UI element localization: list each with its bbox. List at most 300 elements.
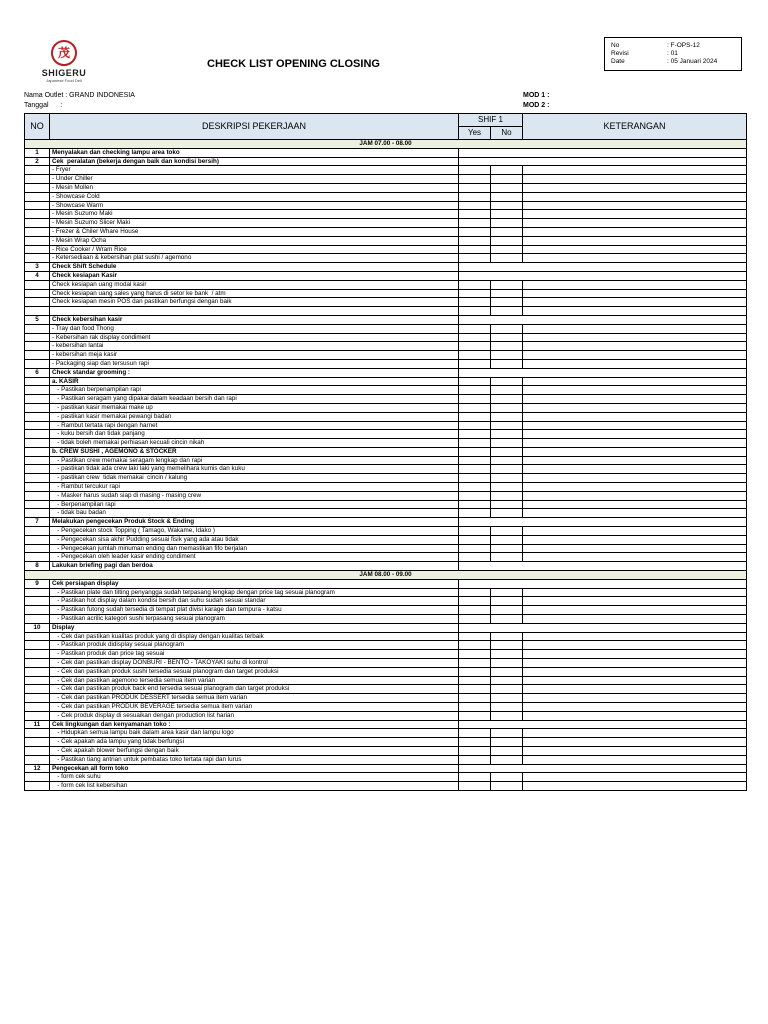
- yes-check-cell[interactable]: [459, 535, 491, 544]
- notes-cell[interactable]: [523, 333, 747, 342]
- task-description: - Packaging siap dan tersusun rapi: [50, 359, 459, 368]
- notes-cell[interactable]: [523, 527, 747, 536]
- no-check-cell[interactable]: [491, 236, 523, 245]
- no-check-cell[interactable]: [491, 342, 523, 351]
- yes-check-cell[interactable]: [459, 219, 491, 228]
- notes-cell[interactable]: [523, 553, 747, 562]
- doc-info-value: : 01: [667, 50, 678, 57]
- no-check-cell[interactable]: [491, 377, 523, 386]
- yes-check-cell[interactable]: [459, 711, 491, 720]
- task-number: [25, 527, 50, 536]
- task-number: [25, 641, 50, 650]
- yes-check-cell[interactable]: [459, 773, 491, 782]
- notes-cell[interactable]: [523, 298, 747, 307]
- notes-cell[interactable]: [523, 738, 747, 747]
- yes-check-cell[interactable]: [459, 474, 491, 483]
- no-check-cell[interactable]: [491, 694, 523, 703]
- no-check-cell[interactable]: [491, 166, 523, 175]
- notes-cell[interactable]: [523, 403, 747, 412]
- task-description: - kuku bersih dan tidak panjang: [50, 430, 459, 439]
- task-description: - Kebersihan rak display condiment: [50, 333, 459, 342]
- yes-check-cell[interactable]: [459, 676, 491, 685]
- task-description: - Cek apakah blower berfungsi dengan baik: [50, 746, 459, 755]
- yes-check-cell[interactable]: [459, 377, 491, 386]
- yes-check-cell[interactable]: [459, 395, 491, 404]
- no-check-cell[interactable]: [491, 773, 523, 782]
- subtask-row: [25, 210, 747, 219]
- task-description: - Mesin Mollen: [50, 183, 459, 192]
- notes-cell[interactable]: [523, 377, 747, 386]
- yes-check-cell[interactable]: [459, 289, 491, 298]
- task-number: [25, 333, 50, 342]
- notes-cell[interactable]: [523, 342, 747, 351]
- yes-check-cell[interactable]: [459, 201, 491, 210]
- no-check-cell[interactable]: [491, 447, 523, 456]
- subtask-row: [25, 773, 747, 782]
- task-number: [25, 703, 50, 712]
- mod2-field[interactable]: MOD 2 :: [523, 102, 550, 109]
- task-description: Cek lingkungan dan kenyamanan toko :: [50, 720, 459, 729]
- task-number: [25, 667, 50, 676]
- yes-check-cell[interactable]: [459, 527, 491, 536]
- no-check-cell[interactable]: [491, 201, 523, 210]
- yes-check-cell[interactable]: [459, 324, 491, 333]
- yes-check-cell[interactable]: [459, 210, 491, 219]
- no-check-cell[interactable]: [491, 676, 523, 685]
- task-number: [25, 412, 50, 421]
- doc-info-value: : 05 Januari 2024: [667, 58, 718, 65]
- subtask-row: [25, 386, 747, 395]
- task-description: - Pengecekan stock Topping ( Tamago, Wakame, Idako ): [50, 527, 459, 536]
- notes-cell[interactable]: [523, 544, 747, 553]
- no-check-cell[interactable]: [491, 500, 523, 509]
- task-number: 9: [25, 579, 50, 588]
- subtask-row: [25, 465, 747, 474]
- yes-check-cell[interactable]: [459, 333, 491, 342]
- task-number: [25, 500, 50, 509]
- notes-cell[interactable]: [523, 386, 747, 395]
- column-header-description: DESKRIPSI PEKERJAAN: [50, 114, 459, 140]
- notes-cell[interactable]: [523, 227, 747, 236]
- task-description: - Mesin Wrap Ocha: [50, 236, 459, 245]
- task-description: - Pastikan plate dan tilting penyangga sudah terpasang lengkap dengan price tag sesuai planogram: [50, 588, 459, 597]
- task-number: [25, 377, 50, 386]
- task-row: [25, 518, 747, 527]
- no-check-cell[interactable]: [491, 359, 523, 368]
- subtask-row: [25, 755, 747, 764]
- notes-cell[interactable]: [523, 491, 747, 500]
- task-description: - Cek dan pastikan PRODUK BEVERAGE tersedia semua item varian: [50, 703, 459, 712]
- notes-cell[interactable]: [523, 711, 747, 720]
- company-logo: [34, 40, 94, 83]
- no-check-cell[interactable]: [491, 324, 523, 333]
- section-header-row: [25, 140, 747, 149]
- task-number: [25, 456, 50, 465]
- task-number: 1: [25, 148, 50, 157]
- no-check-cell[interactable]: [491, 606, 523, 615]
- task-description: - Ketersediaan & kebersihan plat sushi / agemono: [50, 254, 459, 263]
- notes-cell[interactable]: [523, 685, 747, 694]
- notes-cell[interactable]: [523, 606, 747, 615]
- yes-check-cell[interactable]: [459, 606, 491, 615]
- task-description: Display: [50, 623, 459, 632]
- yes-check-cell[interactable]: [459, 650, 491, 659]
- blank-cell: [459, 263, 747, 272]
- task-row: [25, 579, 747, 588]
- task-description: Pengecekan all form toko: [50, 764, 459, 773]
- notes-cell[interactable]: [523, 245, 747, 254]
- no-check-cell[interactable]: [491, 729, 523, 738]
- no-check-cell[interactable]: [491, 298, 523, 307]
- no-check-cell[interactable]: [491, 483, 523, 492]
- subtask-row: [25, 342, 747, 351]
- no-check-cell[interactable]: [491, 333, 523, 342]
- yes-check-cell[interactable]: [459, 782, 491, 791]
- notes-cell[interactable]: [523, 773, 747, 782]
- blank-cell: [459, 579, 747, 588]
- notes-cell[interactable]: [523, 175, 747, 184]
- yes-check-cell[interactable]: [459, 456, 491, 465]
- notes-cell[interactable]: [523, 659, 747, 668]
- yes-check-cell[interactable]: [459, 738, 491, 747]
- subtask-row: [25, 254, 747, 263]
- task-description: Lakukan briefing pagi dan berdoa: [50, 562, 459, 571]
- notes-cell[interactable]: [523, 465, 747, 474]
- yes-check-cell[interactable]: [459, 307, 491, 316]
- notes-cell[interactable]: [523, 535, 747, 544]
- notes-cell[interactable]: [523, 421, 747, 430]
- notes-cell[interactable]: [523, 650, 747, 659]
- no-check-cell[interactable]: [491, 227, 523, 236]
- no-check-cell[interactable]: [491, 685, 523, 694]
- no-check-cell[interactable]: [491, 456, 523, 465]
- no-check-cell[interactable]: [491, 588, 523, 597]
- task-number: [25, 342, 50, 351]
- yes-check-cell[interactable]: [459, 280, 491, 289]
- subtask-row: [25, 491, 747, 500]
- subtask-row: [25, 685, 747, 694]
- subtask-row: [25, 694, 747, 703]
- no-check-cell[interactable]: [491, 650, 523, 659]
- no-check-cell[interactable]: [491, 289, 523, 298]
- doc-info-row: [611, 58, 741, 66]
- notes-cell[interactable]: [523, 166, 747, 175]
- subtask-row: [25, 183, 747, 192]
- task-number: [25, 738, 50, 747]
- notes-cell[interactable]: [523, 782, 747, 791]
- no-check-cell[interactable]: [491, 509, 523, 518]
- notes-cell[interactable]: [523, 632, 747, 641]
- no-check-cell[interactable]: [491, 245, 523, 254]
- notes-cell[interactable]: [523, 588, 747, 597]
- yes-check-cell[interactable]: [459, 685, 491, 694]
- yes-check-cell[interactable]: [459, 500, 491, 509]
- yes-check-cell[interactable]: [459, 597, 491, 606]
- task-description: - Berpenampilan rapi: [50, 500, 459, 509]
- task-description: - Pastikan hot display dalam kondisi bersih dan suhu sudah sesuai standar: [50, 597, 459, 606]
- subtask-row: [25, 597, 747, 606]
- subtask-row: [25, 333, 747, 342]
- yes-check-cell[interactable]: [459, 227, 491, 236]
- doc-info-value: : F-OPS-12: [667, 42, 700, 49]
- subtask-row: [25, 351, 747, 360]
- notes-cell[interactable]: [523, 746, 747, 755]
- task-number: [25, 632, 50, 641]
- notes-cell[interactable]: [523, 641, 747, 650]
- yes-check-cell[interactable]: [459, 659, 491, 668]
- task-number: 10: [25, 623, 50, 632]
- yes-check-cell[interactable]: [459, 553, 491, 562]
- task-number: [25, 254, 50, 263]
- doc-info-key: Revisi: [611, 50, 629, 57]
- no-check-cell[interactable]: [491, 307, 523, 316]
- no-check-cell[interactable]: [491, 632, 523, 641]
- notes-cell[interactable]: [523, 183, 747, 192]
- yes-check-cell[interactable]: [459, 703, 491, 712]
- subtask-row: [25, 527, 747, 536]
- yes-check-cell[interactable]: [459, 403, 491, 412]
- no-check-cell[interactable]: [491, 465, 523, 474]
- no-check-cell[interactable]: [491, 711, 523, 720]
- yes-check-cell[interactable]: [459, 359, 491, 368]
- yes-check-cell[interactable]: [459, 254, 491, 263]
- no-check-cell[interactable]: [491, 192, 523, 201]
- yes-check-cell[interactable]: [459, 342, 491, 351]
- no-check-cell[interactable]: [491, 403, 523, 412]
- task-number: [25, 676, 50, 685]
- subtask-row: [25, 227, 747, 236]
- yes-check-cell[interactable]: [459, 632, 491, 641]
- no-check-cell[interactable]: [491, 755, 523, 764]
- yes-check-cell[interactable]: [459, 544, 491, 553]
- task-description: - Pengecekan jumlah minuman ending dan memastikan fifo berjalan: [50, 544, 459, 553]
- task-row: [25, 271, 747, 280]
- no-check-cell[interactable]: [491, 535, 523, 544]
- task-description: - Masker harus sudah siap di masing - masing crew: [50, 491, 459, 500]
- notes-cell[interactable]: [523, 359, 747, 368]
- notes-cell[interactable]: [523, 412, 747, 421]
- task-number: [25, 324, 50, 333]
- task-number: [25, 729, 50, 738]
- yes-check-cell[interactable]: [459, 588, 491, 597]
- yes-check-cell[interactable]: [459, 236, 491, 245]
- notes-cell[interactable]: [523, 289, 747, 298]
- yes-check-cell[interactable]: [459, 421, 491, 430]
- yes-check-cell[interactable]: [459, 491, 491, 500]
- notes-cell[interactable]: [523, 447, 747, 456]
- task-number: [25, 755, 50, 764]
- notes-cell[interactable]: [523, 597, 747, 606]
- no-check-cell[interactable]: [491, 553, 523, 562]
- task-description: - Pastikan acrilic kategori sushi terpasang sesuai planogram: [50, 615, 459, 624]
- notes-cell[interactable]: [523, 192, 747, 201]
- blank-cell: [459, 764, 747, 773]
- task-description: Check kesiapan uang modal kasir: [50, 280, 459, 289]
- no-check-cell[interactable]: [491, 183, 523, 192]
- logo-tagline: Japanese Food Deli: [46, 78, 82, 83]
- yes-check-cell[interactable]: [459, 183, 491, 192]
- yes-check-cell[interactable]: [459, 729, 491, 738]
- task-number: [25, 166, 50, 175]
- mod1-field[interactable]: MOD 1 :: [523, 92, 550, 99]
- yes-check-cell[interactable]: [459, 667, 491, 676]
- yes-check-cell[interactable]: [459, 298, 491, 307]
- subtask-row: [25, 421, 747, 430]
- task-description: b. CREW SUSHI , AGEMONO & STOCKER: [50, 447, 459, 456]
- yes-check-cell[interactable]: [459, 175, 491, 184]
- no-check-cell[interactable]: [491, 254, 523, 263]
- task-number: [25, 298, 50, 307]
- yes-check-cell[interactable]: [459, 166, 491, 175]
- no-check-cell[interactable]: [491, 280, 523, 289]
- task-description: - Pastikan futong sudah tersedia di tempat plat divisi karage dan tempura - katsu: [50, 606, 459, 615]
- subtask-row: [25, 632, 747, 641]
- task-row: [25, 764, 747, 773]
- task-description: - Cek dan pastikan display DONBURI - BENTO - TAKOYAKI suhu di kontrol: [50, 659, 459, 668]
- task-description: - Cek dan pastikan produk back end tersedia sesuai planogram dan target produksi: [50, 685, 459, 694]
- subtask-row: [25, 324, 747, 333]
- no-check-cell[interactable]: [491, 412, 523, 421]
- task-description: [50, 307, 459, 316]
- task-description: a. KASIR: [50, 377, 459, 386]
- task-number: [25, 588, 50, 597]
- subtask-row: [25, 298, 747, 307]
- notes-cell[interactable]: [523, 500, 747, 509]
- yes-check-cell[interactable]: [459, 755, 491, 764]
- document-title: CHECK LIST OPENING CLOSING: [207, 58, 380, 70]
- yes-check-cell[interactable]: [459, 412, 491, 421]
- notes-cell[interactable]: [523, 395, 747, 404]
- no-check-cell[interactable]: [491, 491, 523, 500]
- no-check-cell[interactable]: [491, 544, 523, 553]
- task-number: [25, 395, 50, 404]
- yes-check-cell[interactable]: [459, 386, 491, 395]
- notes-cell[interactable]: [523, 219, 747, 228]
- yes-check-cell[interactable]: [459, 439, 491, 448]
- no-check-cell[interactable]: [491, 667, 523, 676]
- no-check-cell[interactable]: [491, 527, 523, 536]
- task-description: - Hidupkan semua lampu baik dalam area kasir dan lampu logo: [50, 729, 459, 738]
- task-description: - Rambut tercukur rapi: [50, 483, 459, 492]
- task-number: [25, 597, 50, 606]
- yes-check-cell[interactable]: [459, 351, 491, 360]
- no-check-cell[interactable]: [491, 474, 523, 483]
- notes-cell[interactable]: [523, 694, 747, 703]
- notes-cell[interactable]: [523, 755, 747, 764]
- task-number: [25, 509, 50, 518]
- task-description: - form cek suhu: [50, 773, 459, 782]
- no-check-cell[interactable]: [491, 439, 523, 448]
- yes-check-cell[interactable]: [459, 192, 491, 201]
- yes-check-cell[interactable]: [459, 483, 491, 492]
- task-description: - Rambut tertata rapi dengan harnet: [50, 421, 459, 430]
- task-number: [25, 553, 50, 562]
- task-number: [25, 307, 50, 316]
- task-description: - Fryer: [50, 166, 459, 175]
- no-check-cell[interactable]: [491, 175, 523, 184]
- no-check-cell[interactable]: [491, 395, 523, 404]
- notes-cell[interactable]: [523, 280, 747, 289]
- notes-cell[interactable]: [523, 729, 747, 738]
- task-number: 2: [25, 157, 50, 166]
- task-number: [25, 606, 50, 615]
- no-check-cell[interactable]: [491, 659, 523, 668]
- yes-check-cell[interactable]: [459, 509, 491, 518]
- yes-check-cell[interactable]: [459, 245, 491, 254]
- yes-check-cell[interactable]: [459, 641, 491, 650]
- no-check-cell[interactable]: [491, 219, 523, 228]
- date-field[interactable]: Tanggal :: [24, 102, 63, 109]
- notes-cell[interactable]: [523, 351, 747, 360]
- notes-cell[interactable]: [523, 509, 747, 518]
- notes-cell[interactable]: [523, 210, 747, 219]
- notes-cell[interactable]: [523, 254, 747, 263]
- notes-cell[interactable]: [523, 201, 747, 210]
- no-check-cell[interactable]: [491, 210, 523, 219]
- yes-check-cell[interactable]: [459, 615, 491, 624]
- no-check-cell[interactable]: [491, 641, 523, 650]
- yes-check-cell[interactable]: [459, 465, 491, 474]
- notes-cell[interactable]: [523, 676, 747, 685]
- notes-cell[interactable]: [523, 667, 747, 676]
- notes-cell[interactable]: [523, 483, 747, 492]
- task-description: - Cek apakah ada lampu yang tidak berfungsi: [50, 738, 459, 747]
- no-check-cell[interactable]: [491, 746, 523, 755]
- task-number: [25, 351, 50, 360]
- notes-cell[interactable]: [523, 703, 747, 712]
- doc-info-key: Date: [611, 58, 625, 65]
- no-check-cell[interactable]: [491, 615, 523, 624]
- subtask-row: [25, 439, 747, 448]
- notes-cell[interactable]: [523, 324, 747, 333]
- task-number: [25, 236, 50, 245]
- task-number: [25, 615, 50, 624]
- task-description: - pastikan tidak ada crew laki laki yang memelihara kumis dan kuku: [50, 465, 459, 474]
- no-check-cell[interactable]: [491, 703, 523, 712]
- task-number: [25, 746, 50, 755]
- task-number: [25, 491, 50, 500]
- no-check-cell[interactable]: [491, 351, 523, 360]
- no-check-cell[interactable]: [491, 738, 523, 747]
- yes-check-cell[interactable]: [459, 430, 491, 439]
- section-time-label: JAM 07.00 - 08.00: [25, 140, 747, 149]
- logo-emblem: 茂: [51, 40, 77, 66]
- notes-cell[interactable]: [523, 439, 747, 448]
- no-check-cell[interactable]: [491, 421, 523, 430]
- yes-check-cell[interactable]: [459, 746, 491, 755]
- notes-cell[interactable]: [523, 430, 747, 439]
- task-number: [25, 465, 50, 474]
- task-number: 4: [25, 271, 50, 280]
- no-check-cell[interactable]: [491, 430, 523, 439]
- subtask-row: [25, 280, 747, 289]
- subtask-row: [25, 509, 747, 518]
- task-number: 3: [25, 263, 50, 272]
- no-check-cell[interactable]: [491, 597, 523, 606]
- notes-cell[interactable]: [523, 474, 747, 483]
- notes-cell[interactable]: [523, 456, 747, 465]
- yes-check-cell[interactable]: [459, 694, 491, 703]
- task-description: Check kebersihan kasir: [50, 315, 459, 324]
- subtask-row: [25, 245, 747, 254]
- yes-check-cell[interactable]: [459, 447, 491, 456]
- task-number: 12: [25, 764, 50, 773]
- notes-cell[interactable]: [523, 307, 747, 316]
- notes-cell[interactable]: [523, 236, 747, 245]
- notes-cell[interactable]: [523, 615, 747, 624]
- no-check-cell[interactable]: [491, 386, 523, 395]
- no-check-cell[interactable]: [491, 782, 523, 791]
